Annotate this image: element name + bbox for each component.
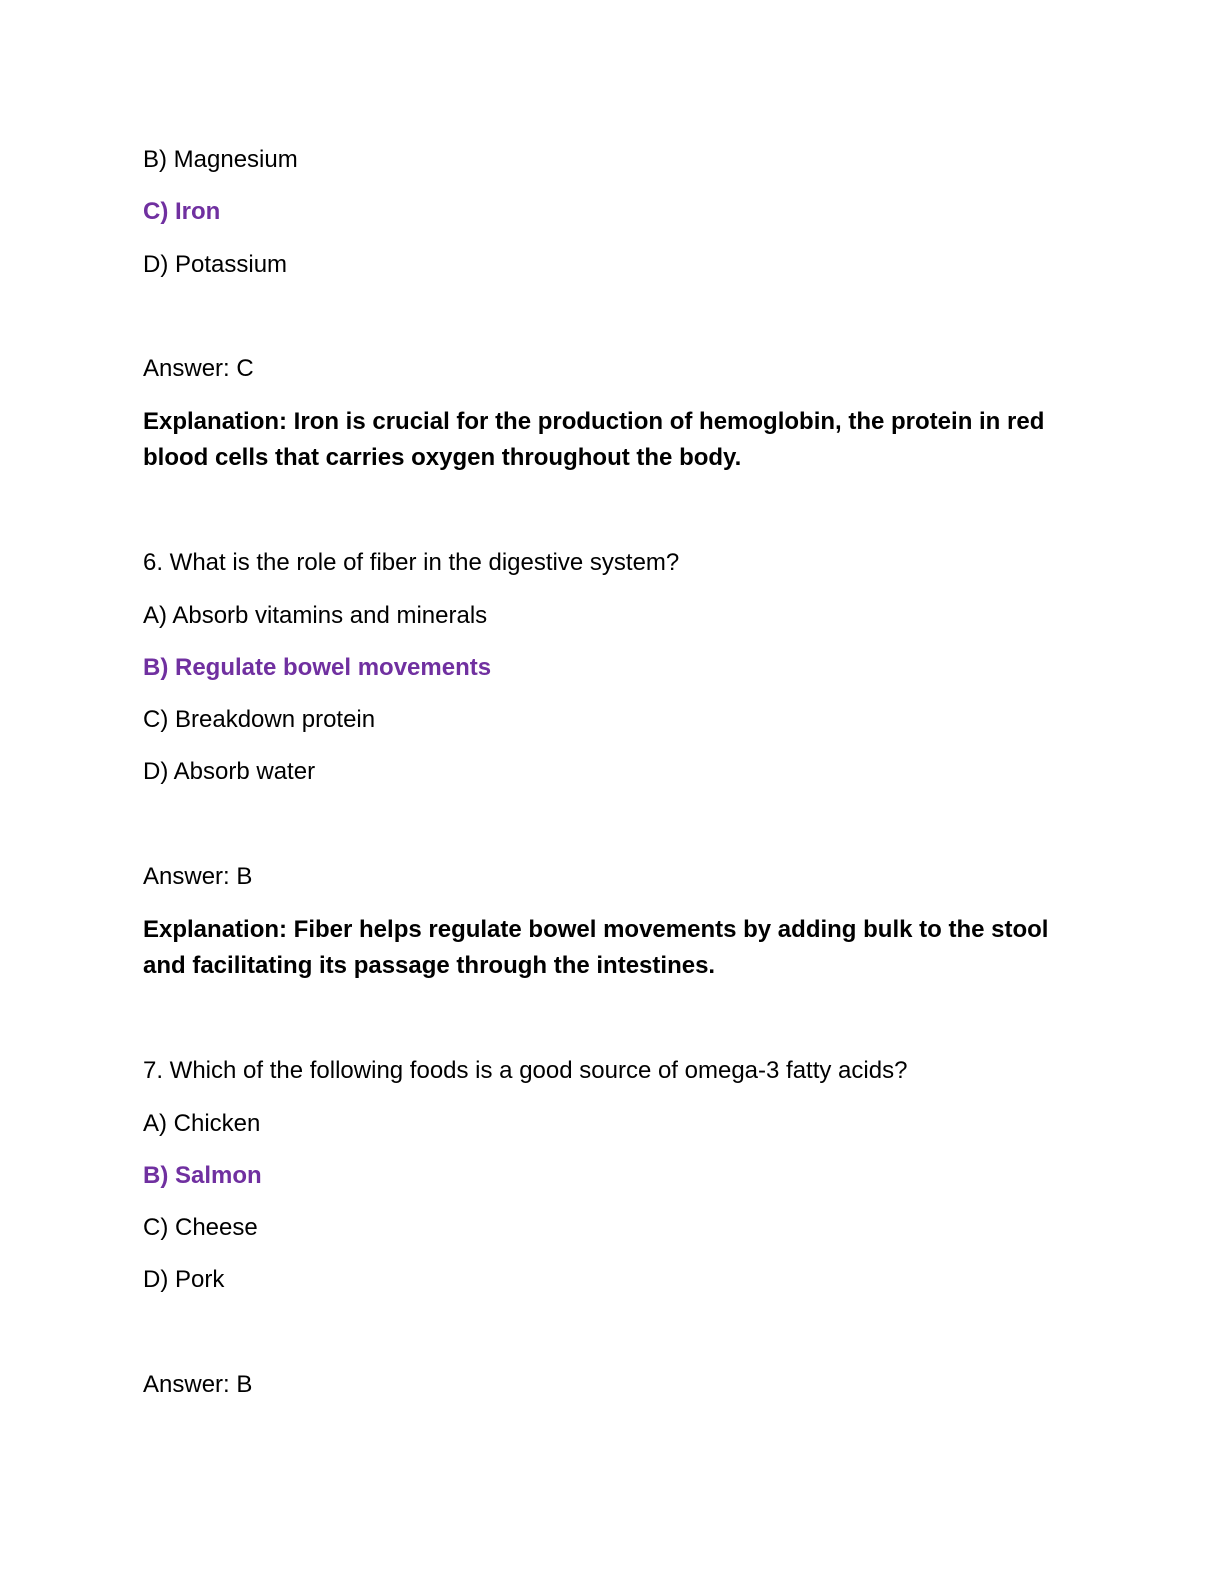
q7-option-a: A) Chicken <box>143 1110 261 1137</box>
q6-option-b-correct: B) Regulate bowel movements <box>143 654 492 681</box>
q6-option-d: D) Absorb water <box>143 758 316 785</box>
q7-question: 7. Which of the following foods is a good source of omega-3 fatty acids? <box>143 1057 908 1084</box>
q7-option-c: C) Cheese <box>143 1214 258 1241</box>
q5-explanation: Explanation: Iron is crucial for the production of hemoglobin, the protein in red blood cells that carries oxygen throughout the body. <box>143 408 1045 471</box>
q6-option-a: A) Absorb vitamins and minerals <box>143 602 488 629</box>
q6-explanation: Explanation: Fiber helps regulate bowel movements by adding bulk to the stool and facilitating its passage through the intestines. <box>143 916 1049 979</box>
q7-answer: Answer: B <box>143 1371 253 1398</box>
q6-option-c: C) Breakdown protein <box>143 706 376 733</box>
q5-option-d: D) Potassium <box>143 251 288 278</box>
q7-option-b-correct: B) Salmon <box>143 1162 262 1189</box>
q6-question: 6. What is the role of fiber in the digestive system? <box>143 549 680 576</box>
q5-option-b: B) Magnesium <box>143 146 298 173</box>
q5-answer: Answer: C <box>143 355 254 382</box>
q6-answer: Answer: B <box>143 863 253 890</box>
q5-option-c-correct: C) Iron <box>143 198 221 225</box>
q7-option-d: D) Pork <box>143 1266 225 1293</box>
